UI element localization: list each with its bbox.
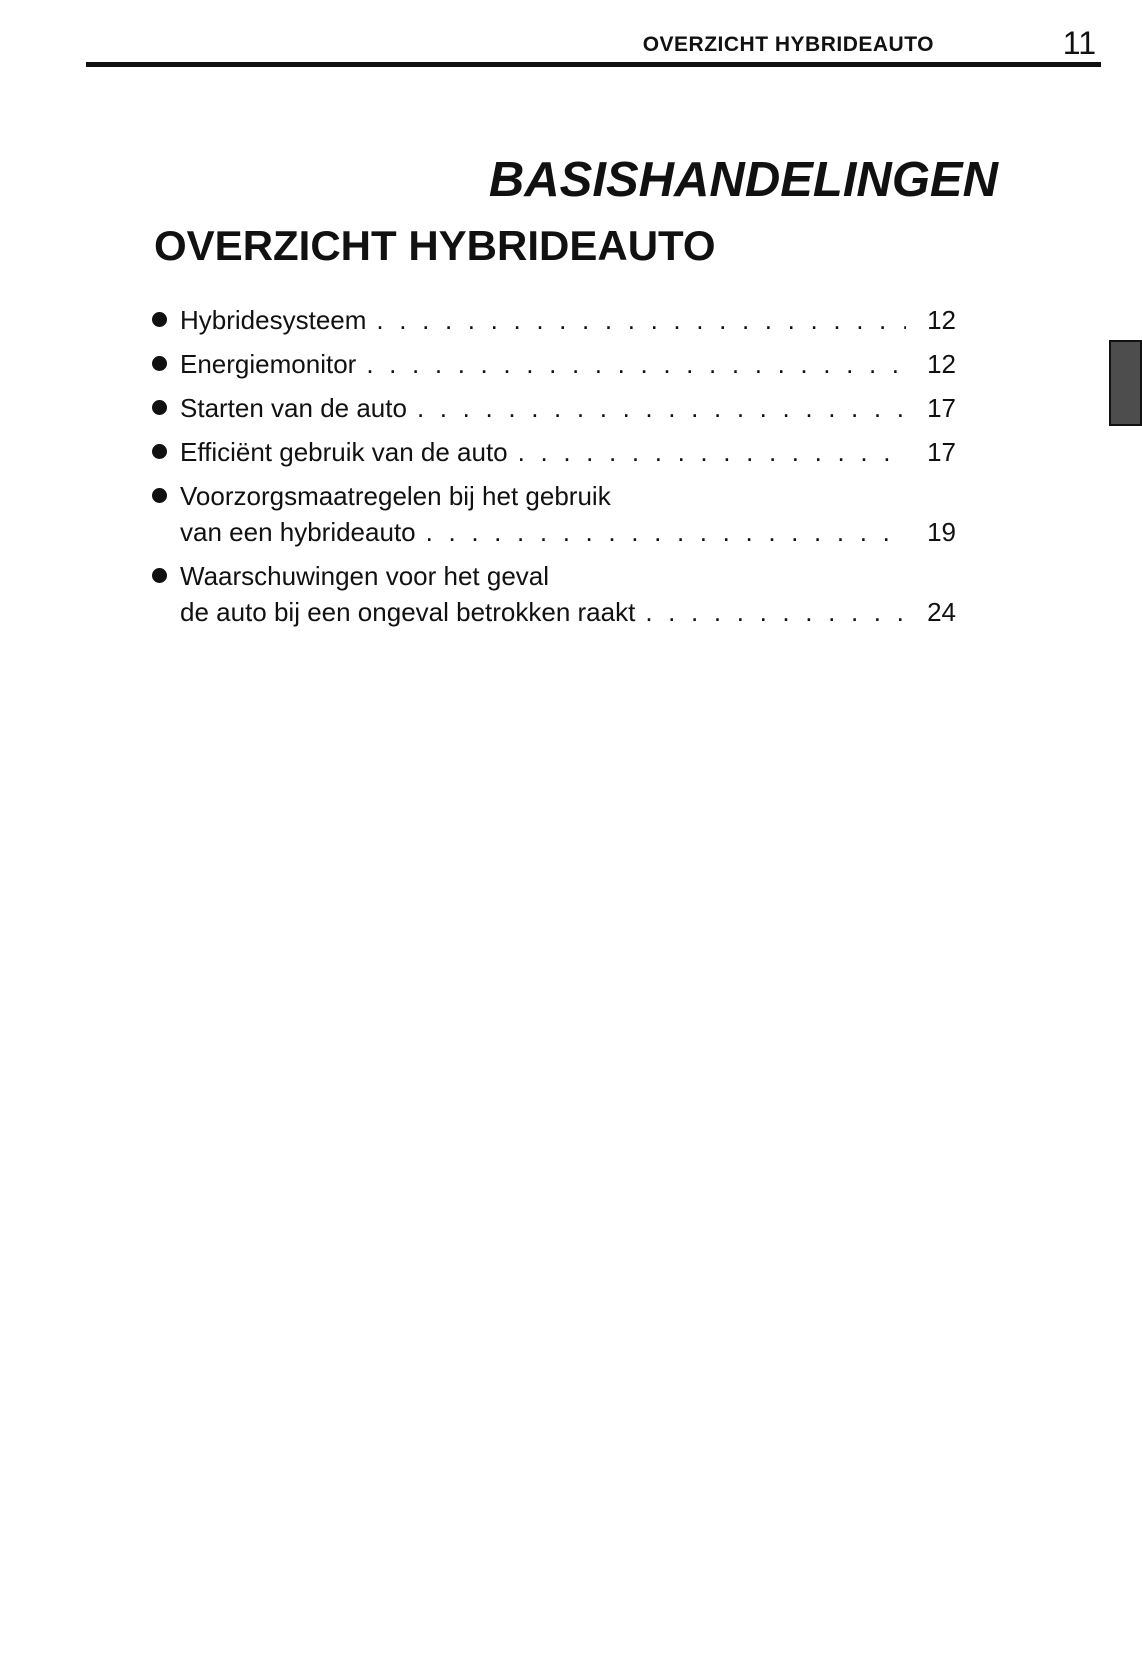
toc-entry-text: van een hybrideauto [180, 517, 416, 547]
running-title: OVERZICHT HYBRIDEAUTO [642, 33, 934, 56]
dot-leader [376, 302, 906, 338]
dot-leader [645, 594, 906, 630]
bullet-icon [152, 488, 167, 503]
toc-entry-line [180, 514, 956, 550]
dot-leader [518, 434, 906, 470]
toc-entry-line [180, 390, 956, 426]
toc-entry-text: Starten van de auto [180, 393, 407, 423]
toc-entry-line [180, 346, 956, 382]
bullet-icon [152, 568, 167, 583]
toc-page-ref: 17 [927, 437, 956, 467]
dot-leader [366, 346, 906, 382]
toc-entry-text: de auto bij een ongeval betrokken raakt [180, 597, 636, 627]
bullet-icon [152, 312, 167, 327]
toc-item[interactable] [150, 558, 956, 630]
toc-page-ref: 24 [927, 597, 956, 627]
toc-entry-text: Waarschuwingen voor het geval [180, 561, 550, 591]
dot-leader [417, 390, 906, 426]
toc-item[interactable] [150, 434, 956, 470]
dot-leader [426, 514, 906, 550]
toc-entry-text: Energiemonitor [180, 349, 357, 379]
table-of-contents [150, 302, 956, 638]
header-rule [86, 62, 1101, 67]
bullet-icon [152, 400, 167, 415]
running-header [0, 0, 1142, 70]
toc-item[interactable] [150, 478, 956, 550]
section-title: BASISHANDELINGEN [488, 153, 998, 207]
bullet-icon [152, 444, 167, 459]
toc-entry-text: Voorzorgsmaatregelen bij het gebruik [180, 481, 611, 511]
toc-entry-text: Hybridesysteem [180, 305, 367, 335]
toc-entry-line [180, 594, 956, 630]
toc-item[interactable] [150, 390, 956, 426]
toc-page-ref: 19 [927, 517, 956, 547]
toc-entry-text: Efficiënt gebruik van de auto [180, 437, 508, 467]
bullet-icon [152, 356, 167, 371]
toc-item[interactable] [150, 346, 956, 382]
toc-page-ref: 12 [927, 349, 956, 379]
page-number: 11 [1062, 25, 1096, 61]
toc-entry-line [180, 302, 956, 338]
chapter-thumb-tab [1109, 340, 1142, 426]
toc-page-ref: 17 [927, 393, 956, 423]
toc-item[interactable] [150, 302, 956, 338]
toc-page-ref: 12 [927, 305, 956, 335]
chapter-title: OVERZICHT HYBRIDEAUTO [154, 222, 716, 269]
toc-entry-line [180, 434, 956, 470]
